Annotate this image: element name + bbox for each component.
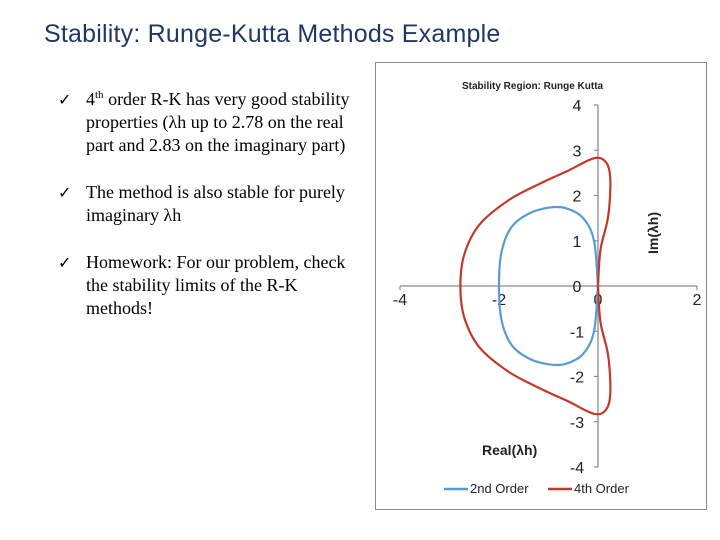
y-tick-label: -1 (569, 324, 585, 342)
bullet-text: The method is also stable for purely imaginary λh (86, 182, 345, 225)
x-tick-label: -4 (392, 292, 408, 309)
x-tick-label: -2 (491, 292, 507, 309)
x-tick-label: 2 (692, 292, 702, 309)
legend-label: 4th Order (574, 481, 629, 496)
bullet-lead: 4 (86, 89, 95, 109)
chart-title: Stability Region: Runge Kutta (462, 81, 604, 92)
y-axis-label: Im(λh) (645, 212, 661, 254)
bullet-imaginary (58, 181, 358, 227)
bullet-rk4-stability (58, 88, 358, 157)
y-tick-label: 3 (572, 143, 582, 161)
checkmark-icon: ✓ (58, 253, 72, 272)
chart-layer (393, 98, 702, 496)
x-axis-label: Real(λh) (482, 442, 538, 458)
x-tick-label: 0 (593, 292, 603, 309)
legend-label: 2nd Order (470, 481, 529, 496)
bullet-text: Homework: For our problem, check the stability limits of the R-K methods! (86, 252, 346, 318)
slide-title: Stability: Runge-Kutta Methods Example (44, 20, 501, 48)
checkmark-icon: ✓ (58, 183, 72, 202)
y-tick-label: -3 (569, 414, 585, 432)
bullet-list (58, 88, 358, 344)
y-tick-label: 1 (572, 233, 582, 251)
y-tick-label: 4 (572, 98, 582, 115)
y-tick-label: 2 (572, 188, 582, 206)
checkmark-icon: ✓ (58, 90, 72, 109)
y-tick-label: 0 (572, 279, 582, 296)
bullet-text: order R-K has very good stability properties (λh up to 2.78 on the real part and 2.83 on the imaginary part) (86, 89, 350, 155)
y-tick-label: -4 (569, 460, 585, 477)
stability-chart (375, 62, 707, 510)
bullet-homework (58, 251, 358, 320)
y-tick-label: -2 (569, 369, 585, 387)
chart-svg (376, 63, 706, 509)
bullet-superscript: th (95, 89, 104, 101)
